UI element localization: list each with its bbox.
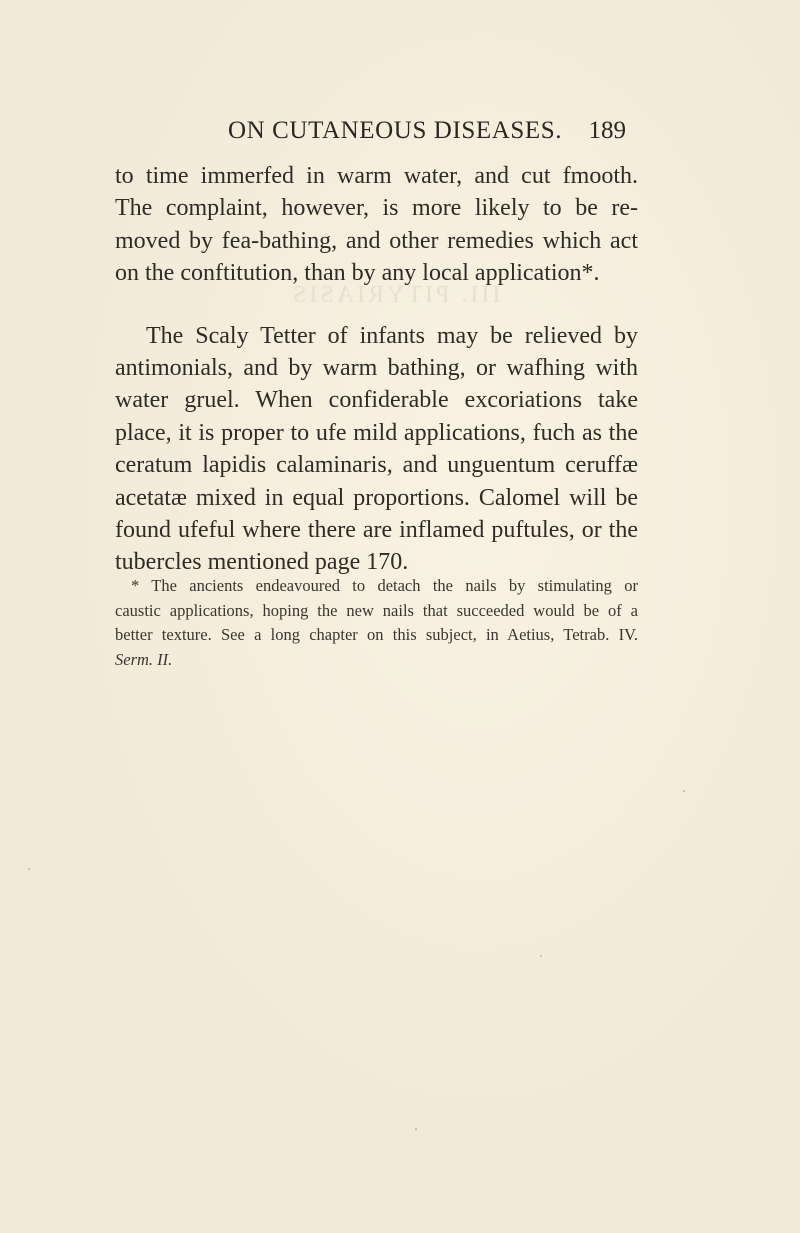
text-line: place, it is proper to ufe mild applications, fuch as the [115, 419, 638, 446]
paragraph-1 [115, 160, 638, 290]
paragraph-2 [115, 320, 638, 579]
text-line: acetatæ mixed in equal proportions. Calomel will be [115, 484, 638, 511]
text-line: water gruel. When confiderable excoriations take [115, 387, 638, 414]
show-through-from-reverse: III. PITYRIASIS [290, 282, 501, 308]
footnote-line: * The ancients endeavoured to detach the nails by stimulating or [131, 576, 638, 595]
text-line: tubercles mentioned page 170. [115, 549, 409, 576]
text-line: antimonials, and by warm bathing, or wafhing with [115, 354, 638, 381]
footnote-line: better texture. See a long chapter on this subject, in Aetius, Tetrab. IV. [115, 625, 638, 644]
footnote [115, 574, 638, 672]
page-number: 189 [588, 117, 626, 144]
paper-speck [683, 790, 685, 792]
text-line: The complaint, however, is more likely to be re- [115, 195, 638, 222]
text-line: found ufeful where there are inflamed puftules, or the [115, 516, 638, 543]
text-line: to time immerfed in warm water, and cut fmooth. [115, 163, 638, 189]
text-line: ceratum lapidis calaminaris, and unguentum ceruffæ [115, 452, 638, 479]
running-title: ON CUTANEOUS DISEASES. [228, 117, 563, 144]
main-text [115, 160, 638, 579]
paragraph-gap [115, 290, 638, 320]
footnote-line: caustic applications, hoping the new nails that succeeded would be of a [115, 600, 638, 620]
footnote-line: Serm. II. [115, 649, 173, 669]
text-line: moved by fea-bathing, and other remedies which act [115, 227, 638, 254]
text-line: The Scaly Tetter of infants may be relieved by [146, 322, 638, 349]
page-header [228, 117, 626, 147]
paper-speck [28, 868, 30, 870]
text-line: on the conftitution, than by any local application*. [115, 260, 600, 287]
paper-speck [540, 955, 542, 957]
paper-speck [415, 1128, 417, 1130]
